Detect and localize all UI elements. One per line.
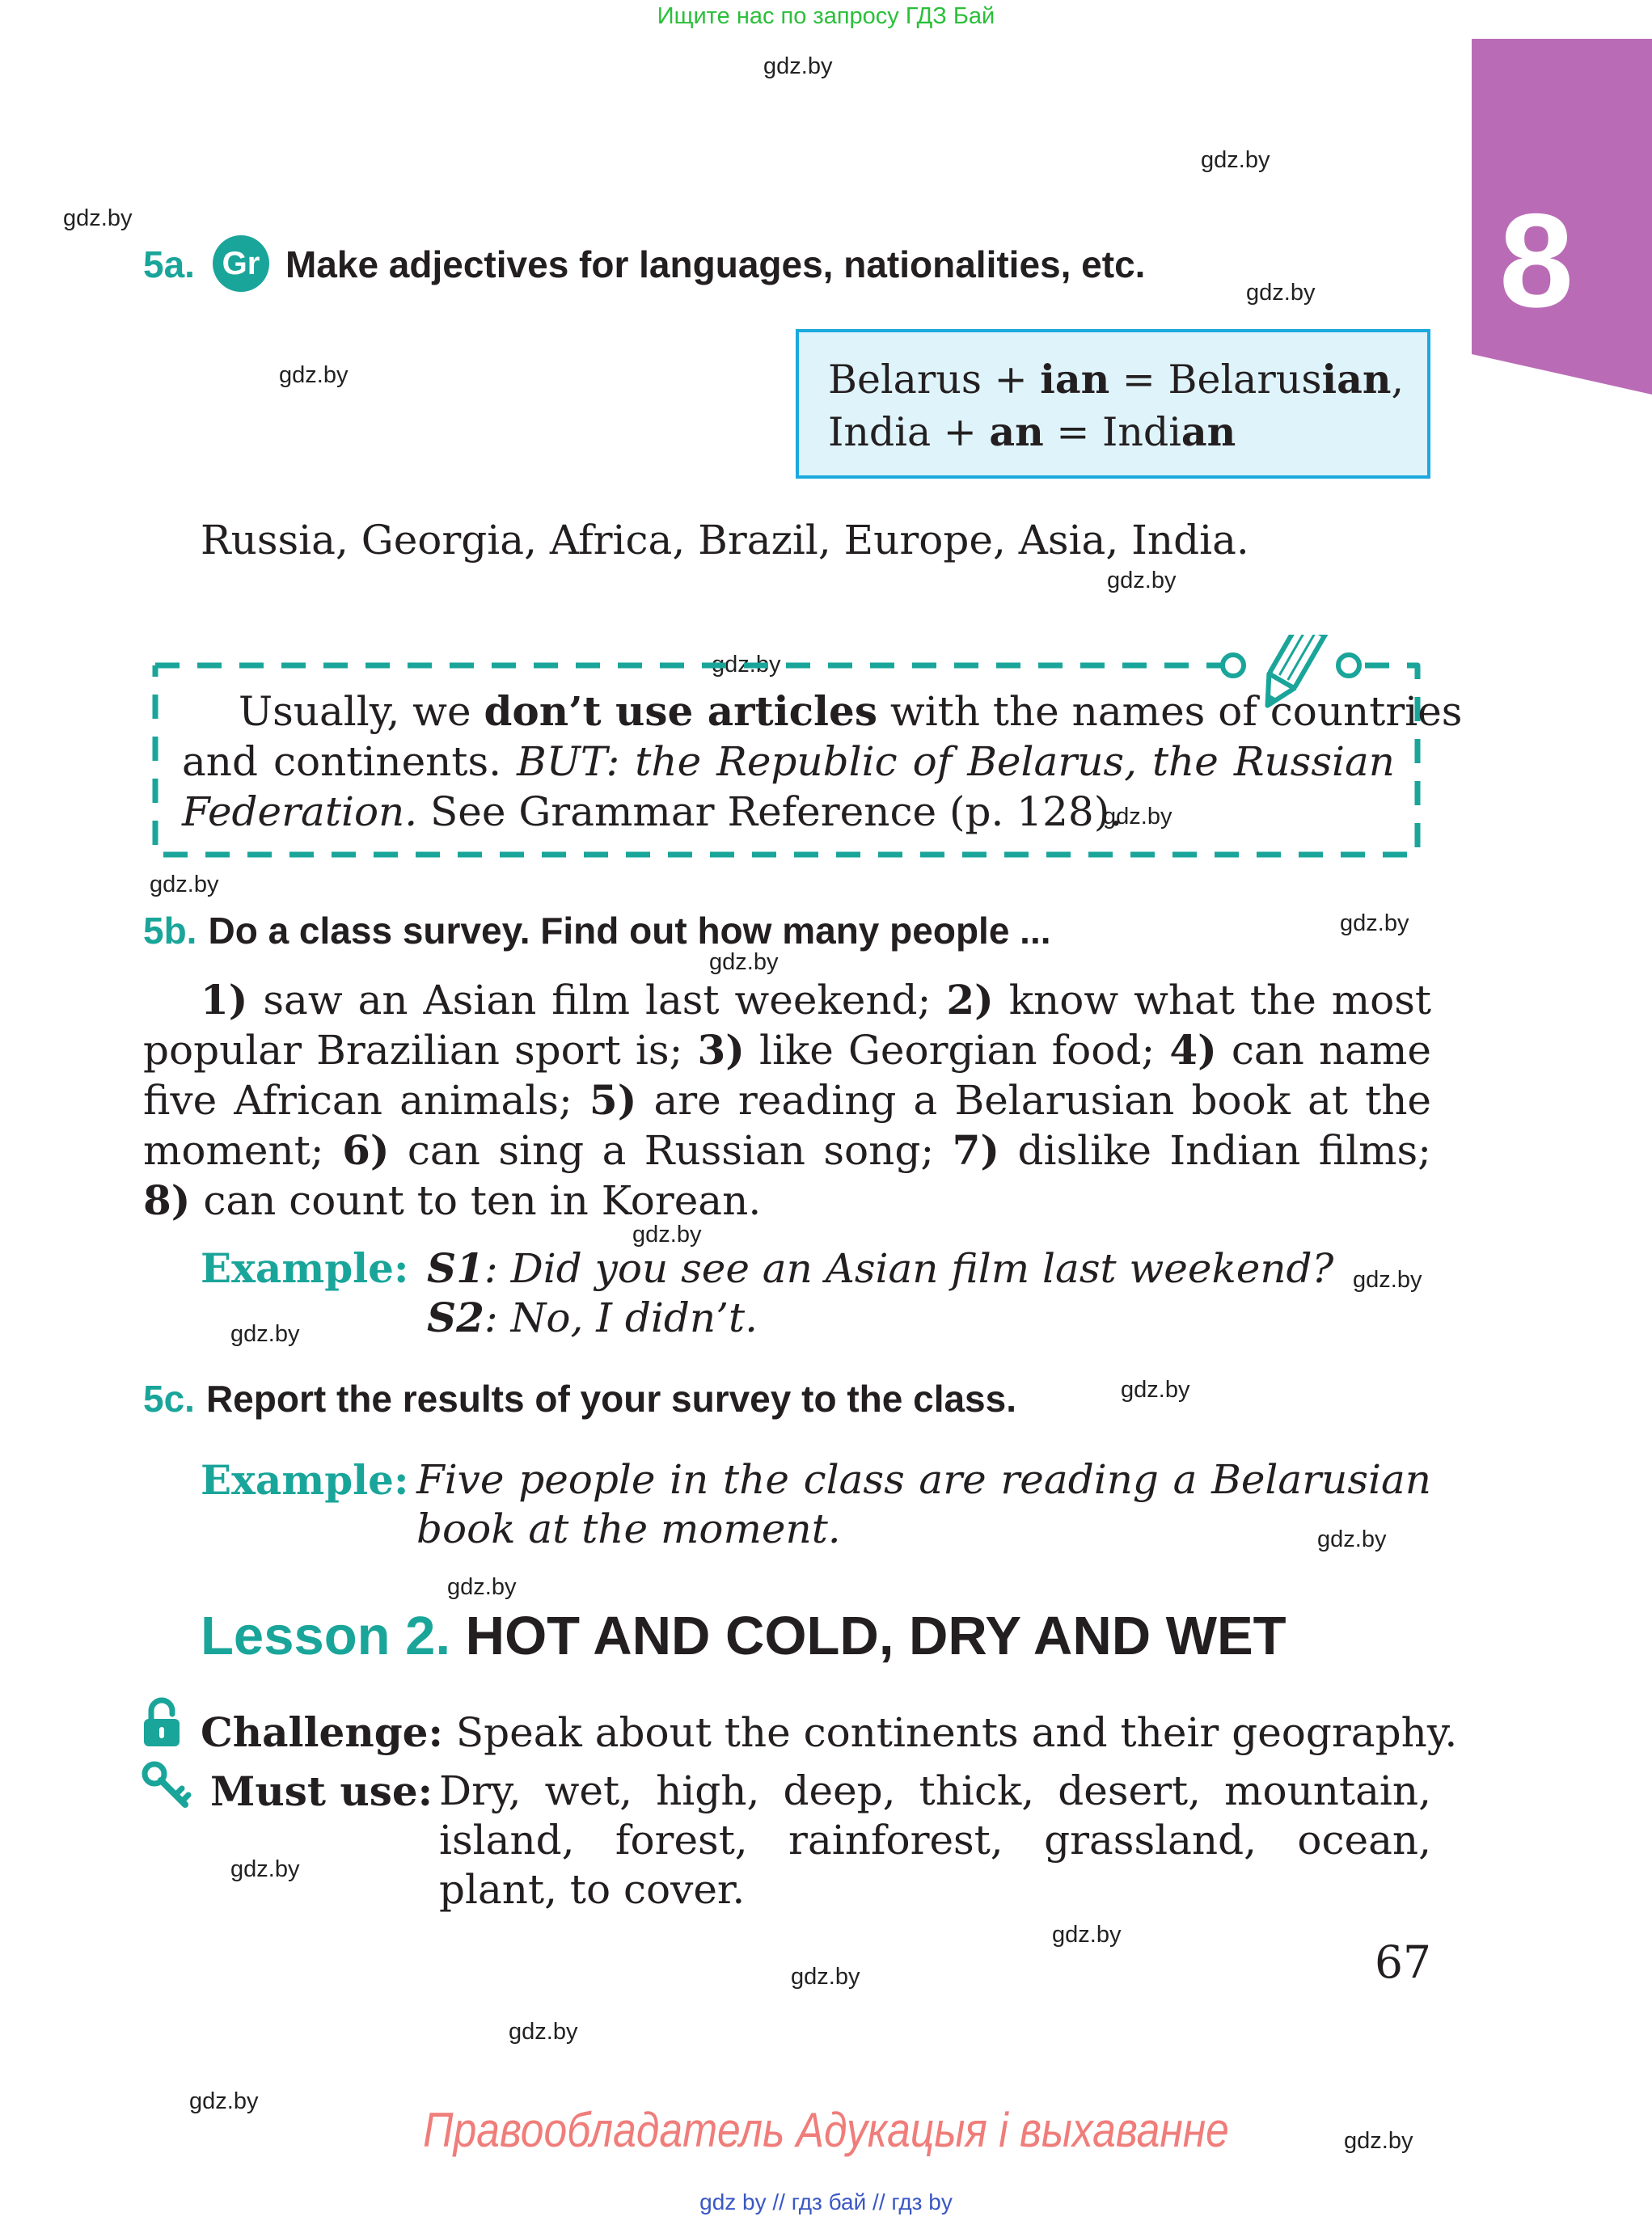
task-instruction: Report the results of your survey to the class. xyxy=(205,1378,1017,1420)
grammar-note-text xyxy=(182,686,1463,837)
must-use-label: Must use: xyxy=(210,1767,433,1815)
note-italic: Federation. xyxy=(182,788,418,835)
watermark: gdz.by xyxy=(1344,2128,1413,2154)
note-line xyxy=(182,686,1463,737)
copyright-notice: Правообладатель Адукацыя і выхаванне xyxy=(423,2103,1229,2157)
watermark: gdz.by xyxy=(632,1222,702,1248)
rule-suffix: an xyxy=(989,408,1044,455)
rule-suffix: ian xyxy=(1321,356,1392,403)
rule-text: Belarus + xyxy=(828,357,1041,403)
rule-line xyxy=(828,353,1405,406)
survey-item-text: know what the most popular Brazilian sport is; xyxy=(143,977,1432,1074)
watermark: gdz.by xyxy=(1103,804,1172,830)
watermark: gdz.by xyxy=(1317,1526,1387,1552)
survey-item xyxy=(143,1177,761,1224)
survey-item xyxy=(953,1127,1431,1174)
watermark: gdz.by xyxy=(1201,147,1270,173)
example-text: Five people in the class are reading a Belarusian book at the moment. xyxy=(416,1456,1431,1552)
watermark: gdz.by xyxy=(150,872,219,897)
lock-icon xyxy=(142,1696,182,1748)
speaker-label: S1 xyxy=(427,1244,484,1292)
challenge-row xyxy=(201,1708,1457,1758)
rule-suffix: an xyxy=(1181,408,1236,455)
survey-item xyxy=(201,977,946,1024)
task-5b-heading xyxy=(143,909,1051,952)
page-number: 67 xyxy=(1375,1936,1431,1988)
unit-tab xyxy=(1472,39,1652,395)
task-number: 5c. xyxy=(143,1378,195,1420)
must-use-text: Dry, wet, high, deep, thick, desert, mountain, island, forest, rainforest, grassland, ocean, plant, to cover. xyxy=(439,1767,1431,1913)
example-5c-text xyxy=(416,1455,1431,1554)
watermark: gdz.by xyxy=(1340,910,1409,936)
survey-item-number: 5) xyxy=(589,1076,637,1124)
watermark: gdz.by xyxy=(1052,1922,1122,1948)
survey-item-text: can count to ten in Korean. xyxy=(190,1177,762,1224)
survey-item-number: 7) xyxy=(952,1126,1000,1174)
example-label: Example: xyxy=(201,1244,409,1292)
note-line xyxy=(182,787,1395,837)
survey-item-number: 6) xyxy=(342,1126,390,1174)
survey-item-number: 4) xyxy=(1169,1026,1217,1074)
note-text-part: and continents. xyxy=(182,738,518,785)
note-emphasis: don’t use articles xyxy=(484,687,877,735)
note-text-part: with the names of countries xyxy=(877,688,1463,735)
example-5b-answer xyxy=(427,1293,758,1343)
must-use-label-row xyxy=(210,1767,433,1817)
survey-item-text: dislike Indian films; xyxy=(999,1127,1431,1174)
task-5c-heading xyxy=(143,1377,1016,1421)
lesson-label: Lesson 2. xyxy=(201,1606,451,1666)
watermark: gdz.by xyxy=(230,1856,300,1882)
survey-item-text: are reading a Belarusian book at the moment; xyxy=(143,1077,1431,1174)
watermark: gdz.by xyxy=(447,1574,517,1600)
note-italic: BUT: the Republic of Belarus, the Russian xyxy=(517,738,1396,785)
rule-suffix: ian xyxy=(1040,356,1110,403)
watermark: gdz.by xyxy=(63,205,133,231)
watermark: gdz.by xyxy=(1121,1377,1190,1403)
lesson-title xyxy=(201,1605,1287,1667)
task-number: 5b. xyxy=(143,910,197,952)
watermark: gdz.by xyxy=(709,949,779,975)
watermark: gdz.by xyxy=(1353,1267,1422,1293)
survey-item xyxy=(697,1027,1169,1074)
word-list: Russia, Georgia, Africa, Brazil, Europe, Asia, India. xyxy=(201,517,1249,564)
example-5b xyxy=(201,1243,1333,1294)
watermark: gdz.by xyxy=(509,2019,578,2045)
watermark: gdz.by xyxy=(1246,280,1316,306)
task-instruction: Make adjectives for languages, nationalities, etc. xyxy=(285,243,1146,286)
watermark: gdz.by xyxy=(1107,568,1177,593)
example-5c xyxy=(201,1455,408,1505)
example-text: : No, I didn’t. xyxy=(484,1294,758,1341)
rule-box xyxy=(796,329,1430,479)
watermark: gdz.by xyxy=(230,1321,300,1347)
survey-item xyxy=(342,1127,953,1174)
survey-item-number: 1) xyxy=(201,976,248,1024)
survey-item-number: 8) xyxy=(143,1176,191,1224)
survey-item-text: like Georgian food; xyxy=(744,1027,1170,1074)
survey-items xyxy=(143,975,1431,1226)
note-text-part: Usually, we xyxy=(239,688,484,735)
survey-item-number: 2) xyxy=(946,976,994,1024)
challenge-label: Challenge: xyxy=(201,1708,443,1756)
rule-text: India + xyxy=(828,409,990,455)
task-number: 5a. xyxy=(143,243,195,286)
survey-item-text: can sing a Russian song; xyxy=(389,1127,953,1174)
bottom-links[interactable]: gdz by // гдз бай // гдз by xyxy=(699,2189,953,2214)
watermark: gdz.by xyxy=(712,652,781,678)
example-label: Example: xyxy=(201,1456,409,1504)
watermark: gdz.by xyxy=(279,362,349,388)
watermark: gdz.by xyxy=(189,2088,259,2114)
key-icon xyxy=(142,1761,192,1811)
task-instruction: Do a class survey. Find out how many people ... xyxy=(208,910,1051,952)
grammar-note-box xyxy=(146,635,1463,865)
grammar-badge: Gr xyxy=(213,235,269,292)
note-text-part: See Grammar Reference (p. 128). xyxy=(417,788,1123,835)
rule-line xyxy=(828,406,1398,458)
speaker-label: S2 xyxy=(427,1294,484,1341)
rule-text: , xyxy=(1391,357,1405,403)
survey-item-text: can name five African animals; xyxy=(143,1027,1431,1124)
top-banner: Ищите нас по запросу ГДЗ Бай xyxy=(657,3,995,29)
example-text: : Did you see an Asian film last weekend? xyxy=(484,1245,1334,1292)
task-5a-heading xyxy=(143,239,1145,296)
unit-number: 8 xyxy=(1499,186,1574,335)
survey-item-text: saw an Asian film last weekend; xyxy=(247,977,947,1024)
watermark: gdz.by xyxy=(763,53,833,79)
challenge-text: Speak about the continents and their geography. xyxy=(455,1709,1458,1756)
rule-text: = Belarus xyxy=(1109,357,1322,403)
survey-item-number: 3) xyxy=(697,1026,745,1074)
lesson-heading: HOT AND COLD, DRY AND WET xyxy=(450,1606,1287,1666)
watermark: gdz.by xyxy=(791,1964,860,1990)
note-line xyxy=(182,737,1395,787)
rule-text: = Indi xyxy=(1043,409,1181,455)
